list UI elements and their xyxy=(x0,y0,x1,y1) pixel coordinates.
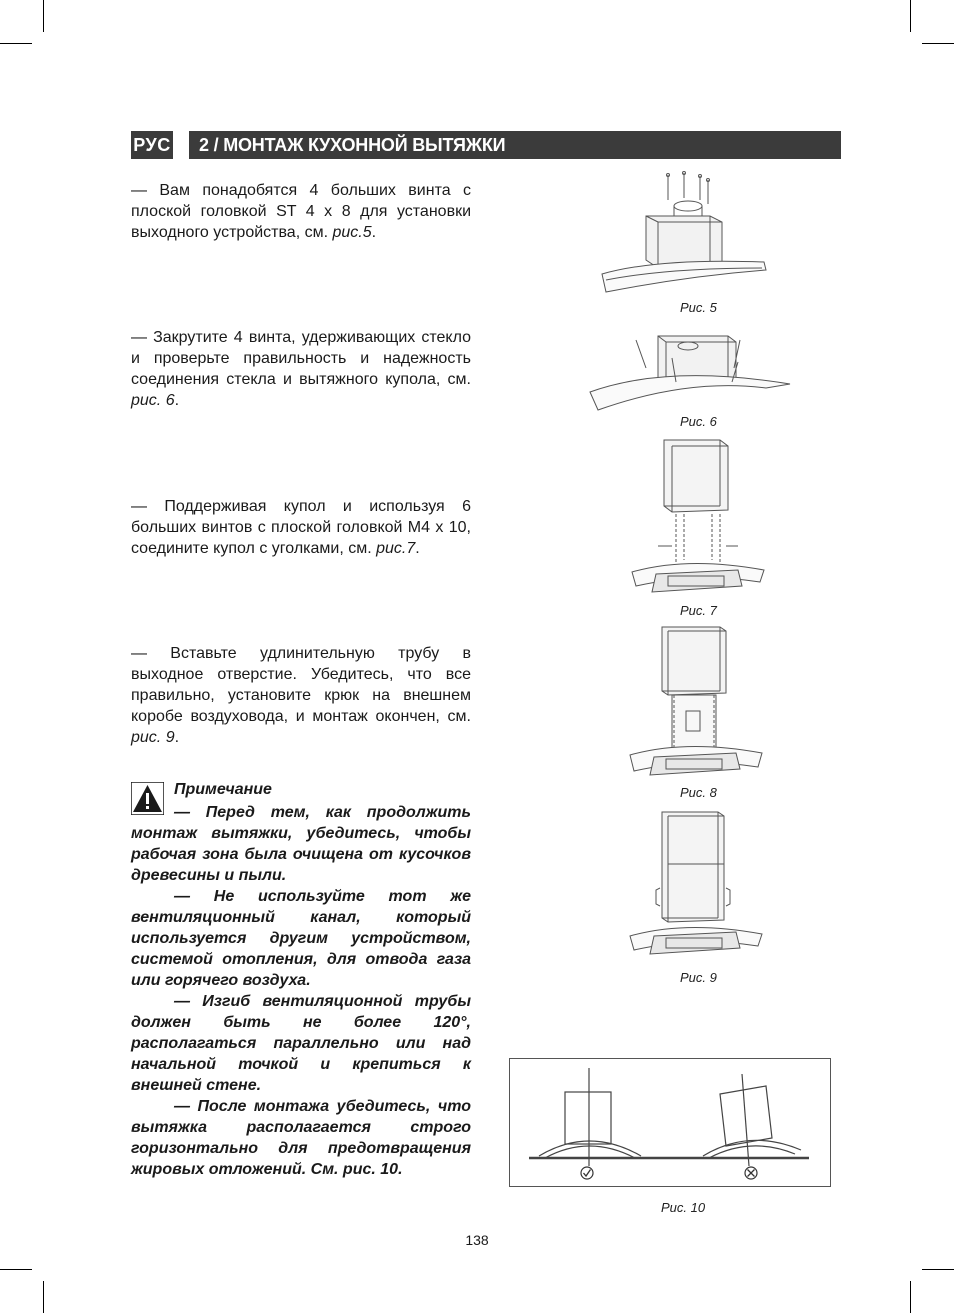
figure-ref: рис. 9 xyxy=(131,729,175,746)
figure-8-illustration xyxy=(626,623,766,785)
crop-mark xyxy=(0,43,32,44)
crop-mark xyxy=(910,1281,911,1313)
note-item: — Изгиб вентиляционной трубы должен быть не более 120°, располагаться параллельно или над начальной точкой и крепиться к внешней стене. xyxy=(131,993,471,1094)
figure-10-illustration xyxy=(509,1058,831,1187)
figure-5-illustration xyxy=(598,170,770,298)
note-item: — Не используйте тот же вентиляционный канал, который используется другим устройством, системой отопления, для отвода газа или горячего воздуха. xyxy=(131,888,471,989)
figure-caption: Рис. 6 xyxy=(680,414,717,429)
crop-mark xyxy=(43,1281,44,1313)
cross-icon xyxy=(745,1167,757,1179)
figure-caption: Рис. 9 xyxy=(680,970,717,985)
crop-mark xyxy=(43,0,44,32)
crop-mark xyxy=(922,1269,954,1270)
language-badge: РУС xyxy=(131,131,173,159)
figure-caption: Рис. 10 xyxy=(661,1200,706,1215)
crop-mark xyxy=(922,43,954,44)
instruction-paragraph: — Поддерживая купол и используя 6 больших винтов с плоской головкой M4 x 10, соедините купол с уголками, см. рис.7. xyxy=(131,498,471,557)
crop-mark xyxy=(910,0,911,32)
instruction-paragraph: — Закрутите 4 винта, удерживающих стекло и проверьте правильность и надежность соединения стекла и вытяжного купола, см. рис. 6. xyxy=(131,329,471,409)
page-number: 138 xyxy=(465,1232,489,1248)
section-header xyxy=(131,131,841,159)
crop-mark xyxy=(0,1269,32,1270)
figure-caption: Рис. 7 xyxy=(680,603,717,618)
figure-caption: Рис. 5 xyxy=(680,300,717,315)
instruction-paragraph: — Вставьте удлинительную трубу в выходное отверстие. Убедитесь, что все правильно, установите крюк на внешнем коробе воздуховода, и монтаж окончен, см. рис. 9. xyxy=(131,645,471,746)
figure-7-illustration xyxy=(628,436,768,600)
figure-6-illustration xyxy=(588,322,794,417)
section-title: 2 / МОНТАЖ КУХОННОЙ ВЫТЯЖКИ xyxy=(189,131,841,159)
figure-9-illustration xyxy=(626,808,766,968)
instruction-paragraph: — Вам понадобятся 4 больших винта с плоской головкой ST 4 x 8 для установки выходного устройства, см. рис.5. xyxy=(131,182,471,241)
figure-ref: рис.7 xyxy=(376,540,416,557)
figure-ref: рис. 6 xyxy=(131,392,175,409)
note-item: — После монтажа убедитесь, что вытяжка располагается строго горизонтально для предотвращения жировых отложений. См. рис. 10. xyxy=(131,1098,471,1178)
check-icon xyxy=(581,1167,593,1179)
figure-caption: Рис. 8 xyxy=(680,785,717,800)
note-item: — Перед тем, как продолжить монтаж вытяжки, убедитесь, чтобы рабочая зона была очищена от кусочков древесины и пыли. xyxy=(131,804,471,884)
note-title: Примечание xyxy=(174,781,272,798)
note-body xyxy=(131,802,471,1180)
figure-ref: рис.5 xyxy=(332,224,372,241)
